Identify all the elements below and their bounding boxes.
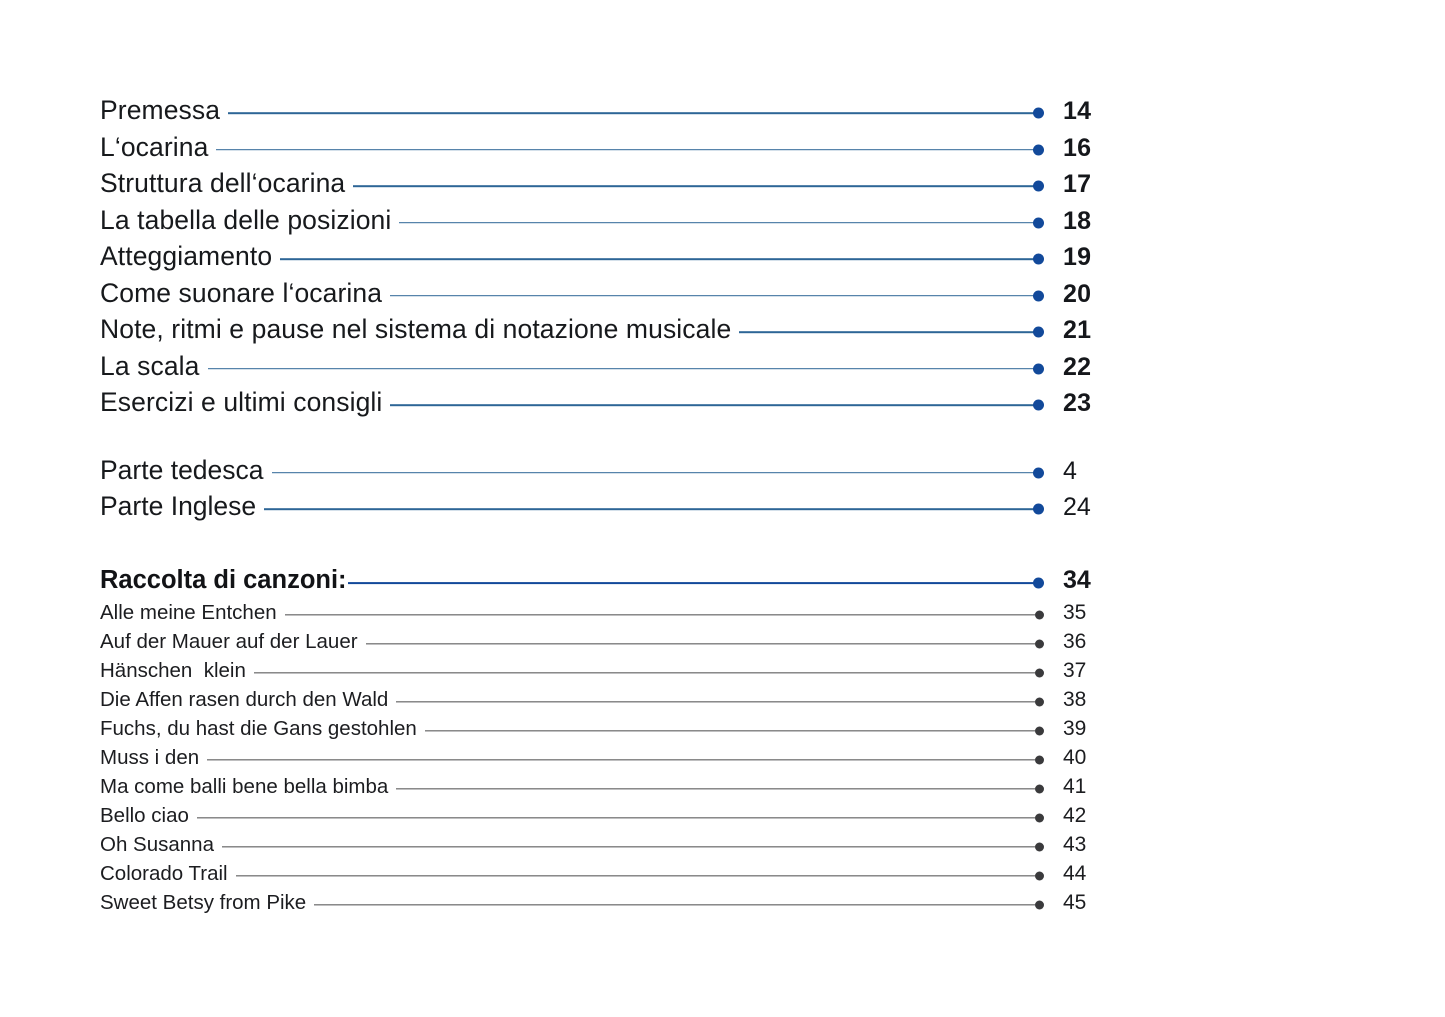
leader-line bbox=[366, 643, 1035, 644]
toc-entry-page: 39 bbox=[1063, 716, 1087, 740]
toc-section-parts bbox=[100, 455, 1100, 528]
toc-entry-page: 44 bbox=[1063, 861, 1087, 885]
toc-entry-page: 4 bbox=[1063, 456, 1077, 485]
toc-entry-page: 35 bbox=[1063, 600, 1087, 624]
leader-line bbox=[390, 404, 1035, 406]
leader-dot-icon bbox=[1035, 698, 1044, 707]
toc-entry-label: Raccolta di canzoni: bbox=[100, 565, 347, 594]
toc-entry-label: Ma come balli bene bella bimba bbox=[100, 774, 389, 798]
toc-entry[interactable] bbox=[100, 688, 1100, 717]
leader-dot-icon bbox=[1035, 901, 1044, 910]
leader-dot-icon bbox=[1035, 640, 1044, 649]
leader-line bbox=[216, 149, 1035, 151]
toc-entry-page: 22 bbox=[1063, 352, 1092, 381]
toc-entry[interactable] bbox=[100, 804, 1100, 833]
toc-songs-list bbox=[100, 601, 1100, 920]
toc-entry[interactable] bbox=[100, 278, 1100, 315]
toc-entry-label: L‘ocarina bbox=[100, 131, 209, 162]
toc-entry-page: 42 bbox=[1063, 803, 1087, 827]
toc-entry-label: Alle meine Entchen bbox=[100, 600, 277, 624]
toc-entry-page: 41 bbox=[1063, 774, 1087, 798]
leader-line bbox=[254, 672, 1035, 673]
leader-line bbox=[396, 788, 1035, 789]
leader-line bbox=[314, 904, 1035, 905]
leader-dot-icon bbox=[1033, 504, 1044, 515]
leader-dot-icon bbox=[1035, 611, 1044, 620]
leader-line bbox=[285, 614, 1035, 615]
toc-entry-page: 17 bbox=[1063, 170, 1092, 198]
toc-entry-label: Auf der Mauer auf der Lauer bbox=[100, 629, 358, 653]
toc-entry-page: 45 bbox=[1063, 890, 1087, 914]
leader-line bbox=[353, 185, 1035, 187]
toc-entry-page: 40 bbox=[1063, 745, 1087, 769]
toc-entry[interactable] bbox=[100, 132, 1100, 169]
toc-entry-label: Die Affen rasen durch den Wald bbox=[100, 687, 389, 711]
leader-line bbox=[197, 817, 1035, 818]
leader-dot-icon bbox=[1035, 814, 1044, 823]
toc-entry[interactable] bbox=[100, 862, 1100, 891]
toc-entry-page: 37 bbox=[1063, 658, 1087, 682]
leader-line bbox=[739, 331, 1035, 333]
leader-dot-icon bbox=[1033, 108, 1044, 119]
leader-dot-icon bbox=[1035, 785, 1044, 794]
leader-dot-icon bbox=[1035, 727, 1044, 736]
toc-entry-label: La tabella delle posizioni bbox=[100, 204, 392, 235]
toc-entry[interactable] bbox=[100, 491, 1100, 528]
leader-line bbox=[222, 846, 1035, 847]
toc-entry[interactable] bbox=[100, 746, 1100, 775]
leader-dot-icon bbox=[1035, 843, 1044, 852]
leader-line bbox=[280, 258, 1035, 260]
toc-entry-label: Parte tedesca bbox=[100, 454, 264, 485]
toc-entry-page: 43 bbox=[1063, 832, 1087, 856]
leader-dot-icon bbox=[1033, 290, 1044, 301]
toc-entry-label: Note, ritmi e pause nel sistema di notazione musicale bbox=[100, 314, 732, 344]
toc-entry[interactable] bbox=[100, 351, 1100, 388]
toc-entry-page: 36 bbox=[1063, 629, 1087, 653]
leader-dot-icon bbox=[1033, 254, 1044, 265]
toc-entry-label: Atteggiamento bbox=[100, 241, 273, 271]
toc-entry-page: 23 bbox=[1063, 389, 1092, 417]
toc-entry-label: La scala bbox=[100, 350, 200, 381]
toc-entry-label: Esercizi e ultimi consigli bbox=[100, 387, 383, 417]
toc-entry-page: 19 bbox=[1063, 243, 1092, 271]
leader-line bbox=[236, 875, 1035, 876]
toc-entry[interactable] bbox=[100, 387, 1100, 424]
leader-line bbox=[396, 701, 1035, 702]
leader-dot-icon bbox=[1033, 363, 1044, 374]
toc-entry-label: Come suonare l‘ocarina bbox=[100, 277, 383, 308]
toc-entry-page: 24 bbox=[1063, 493, 1091, 521]
toc-entry-page: 34 bbox=[1063, 565, 1091, 594]
toc-entry-label: Fuchs, du hast die Gans gestohlen bbox=[100, 716, 417, 740]
toc-entry[interactable] bbox=[100, 95, 1100, 132]
toc-entry[interactable] bbox=[100, 659, 1100, 688]
toc-entry-label: Sweet Betsy from Pike bbox=[100, 890, 307, 914]
toc-entry-label: Bello ciao bbox=[100, 803, 189, 827]
leader-dot-icon bbox=[1033, 144, 1044, 155]
leader-line bbox=[348, 582, 1035, 584]
toc-section-main bbox=[100, 95, 1100, 424]
leader-dot-icon bbox=[1033, 327, 1044, 338]
leader-dot-icon bbox=[1035, 872, 1044, 881]
toc-entry-page: 16 bbox=[1063, 133, 1092, 162]
leader-dot-icon bbox=[1033, 217, 1044, 228]
toc-entry[interactable] bbox=[100, 168, 1100, 205]
leader-line bbox=[390, 295, 1035, 297]
leader-dot-icon bbox=[1035, 669, 1044, 678]
leader-line bbox=[425, 730, 1035, 731]
leader-line bbox=[264, 508, 1035, 510]
leader-line bbox=[208, 368, 1035, 370]
toc-entry-page: 20 bbox=[1063, 279, 1092, 308]
leader-line bbox=[228, 112, 1035, 114]
toc-section-songs bbox=[100, 566, 1100, 920]
toc-entry-label: Muss i den bbox=[100, 745, 200, 769]
toc-entry-heading[interactable] bbox=[100, 566, 1100, 601]
toc-entry[interactable] bbox=[100, 601, 1100, 630]
toc-container bbox=[100, 95, 1100, 920]
leader-line bbox=[399, 222, 1035, 224]
toc-entry-page: 14 bbox=[1063, 97, 1092, 125]
leader-dot-icon bbox=[1035, 756, 1044, 765]
leader-dot-icon bbox=[1033, 181, 1044, 192]
toc-entry-label: Parte Inglese bbox=[100, 491, 257, 521]
toc-entry-label: Hänschen klein bbox=[100, 658, 246, 682]
toc-entry-label: Struttura dell‘ocarina bbox=[100, 168, 346, 198]
toc-entry-page: 21 bbox=[1063, 316, 1092, 344]
toc-entry[interactable] bbox=[100, 891, 1100, 920]
leader-line bbox=[207, 759, 1035, 760]
toc-entry[interactable] bbox=[100, 717, 1100, 746]
toc-entry[interactable] bbox=[100, 775, 1100, 804]
toc-entry[interactable] bbox=[100, 455, 1100, 492]
toc-entry[interactable] bbox=[100, 833, 1100, 862]
leader-line bbox=[272, 472, 1035, 474]
toc-entry-label: Oh Susanna bbox=[100, 832, 214, 856]
leader-dot-icon bbox=[1033, 578, 1044, 589]
leader-dot-icon bbox=[1033, 467, 1044, 478]
toc-entry[interactable] bbox=[100, 630, 1100, 659]
toc-entry-label: Colorado Trail bbox=[100, 861, 228, 885]
toc-entry-page: 18 bbox=[1063, 206, 1092, 235]
leader-dot-icon bbox=[1033, 400, 1044, 411]
toc-entry[interactable] bbox=[100, 314, 1100, 351]
toc-entry-page: 38 bbox=[1063, 687, 1087, 711]
toc-entry-label: Premessa bbox=[100, 95, 221, 125]
toc-entry[interactable] bbox=[100, 205, 1100, 242]
toc-entry[interactable] bbox=[100, 241, 1100, 278]
